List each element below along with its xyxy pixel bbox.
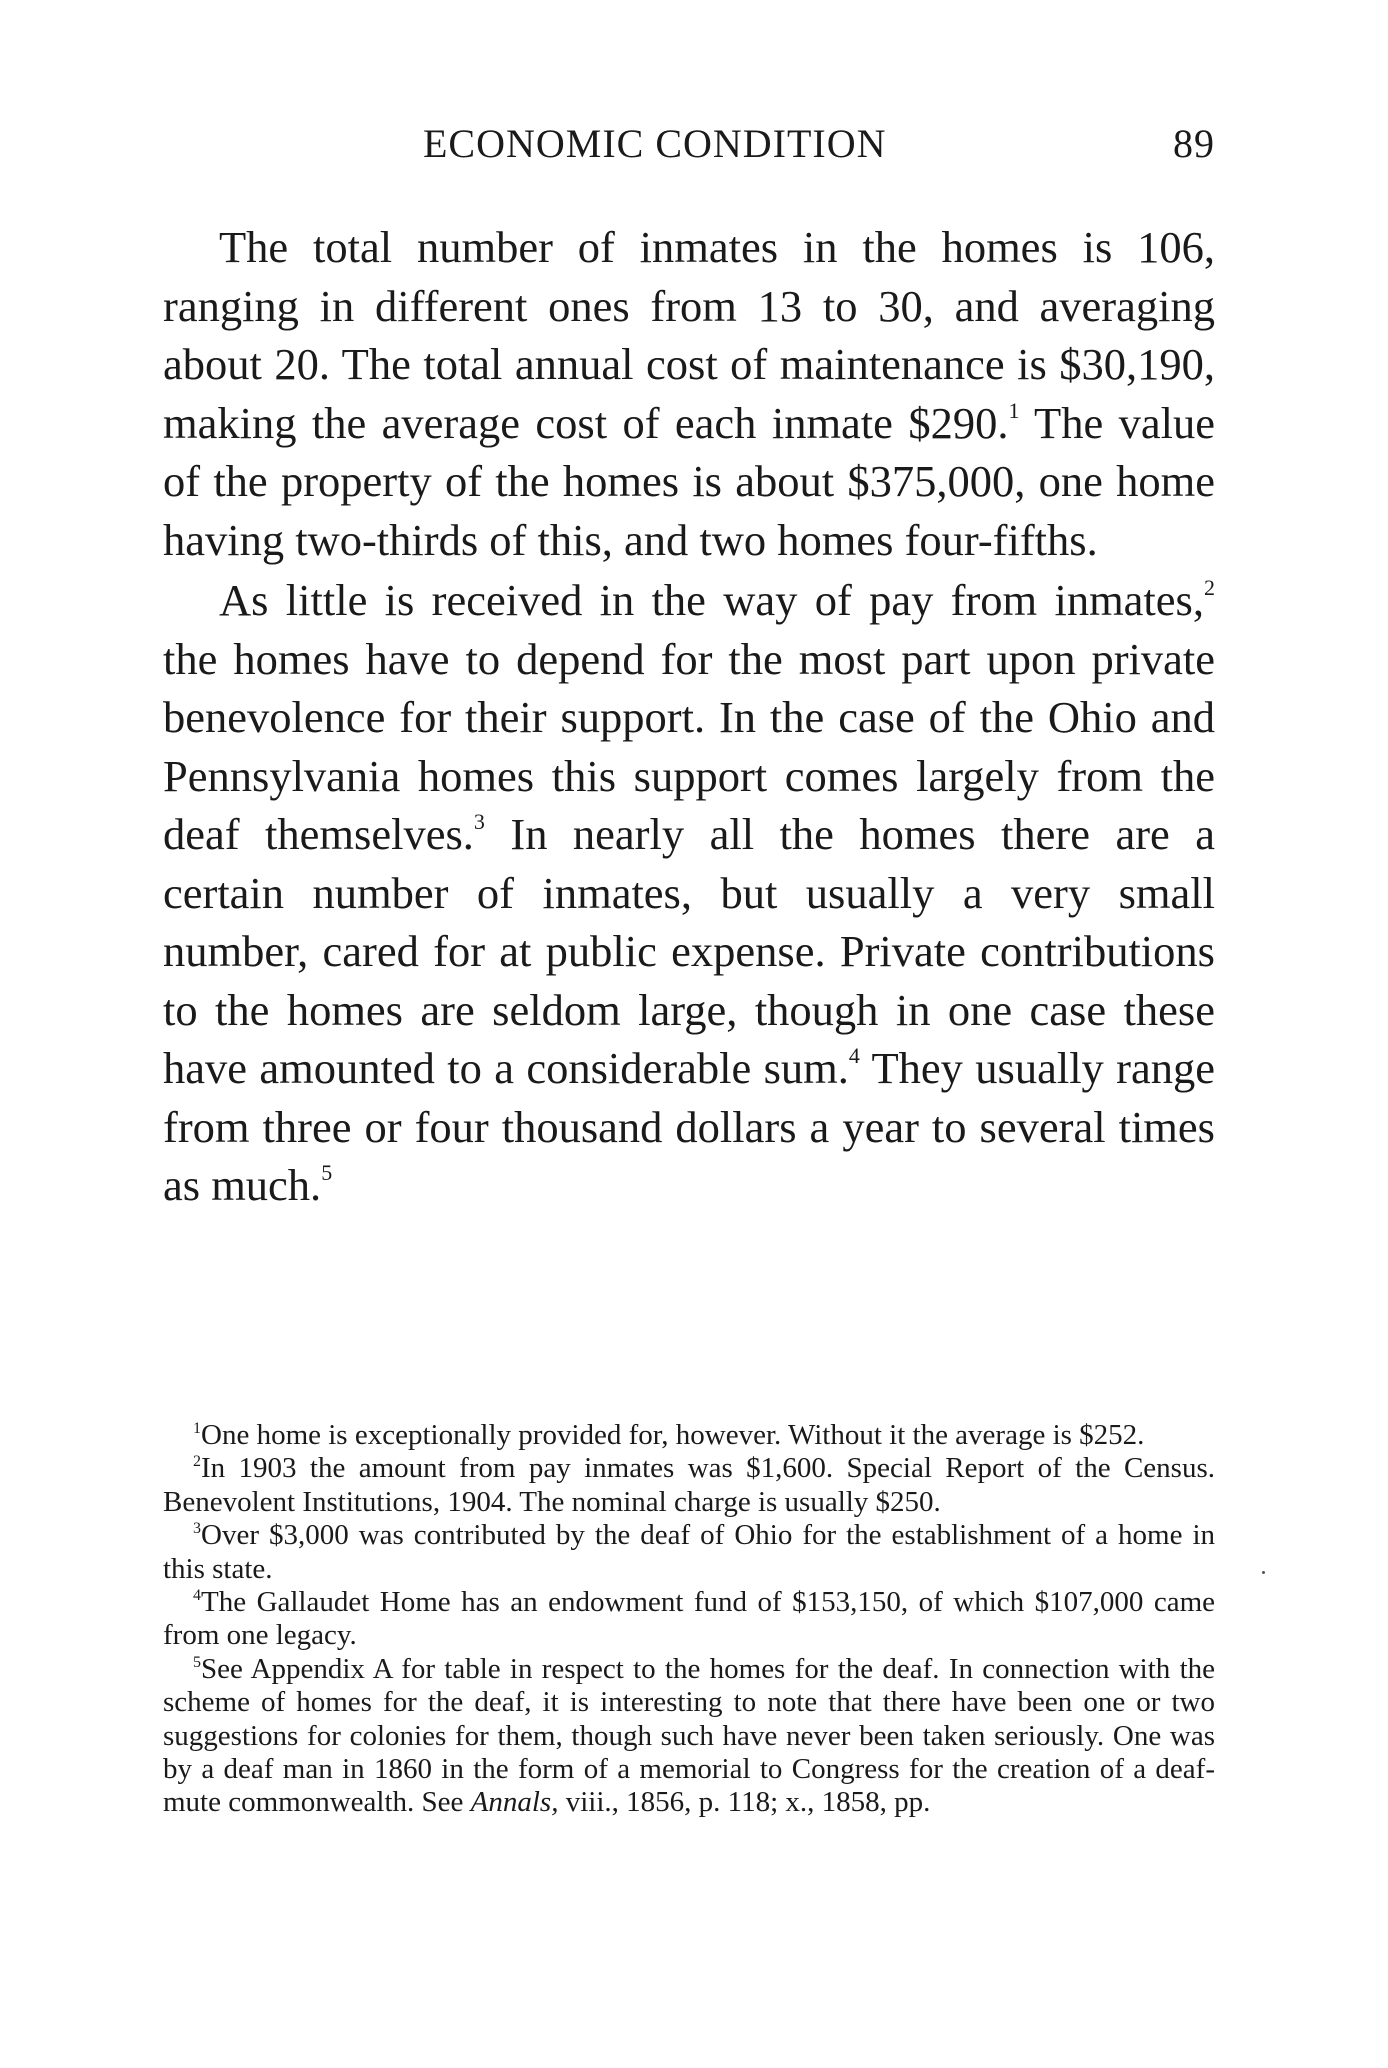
journal-title: Annals, [470, 1786, 559, 1819]
running-title: ECONOMIC CONDITION [423, 121, 887, 166]
footnote-1-text: One home is exceptionally provided for, however. Without it the average is $252. [201, 1419, 1145, 1451]
footnote-marker-3: 3 [193, 1520, 201, 1538]
page-number: 89 [1173, 121, 1215, 166]
body-text [163, 218, 1215, 1217]
footnote-marker-1: 1 [193, 1420, 201, 1437]
footnote-5-text-after: viii., 1856, p. 118; x., 1858, pp. [558, 1786, 931, 1819]
paragraph-2-segment-4: They usually range from three or four thousand dollars a year to several times as much. [163, 1043, 1216, 1210]
paragraph-2-segment-1: As little is received in the way of pay from inmates, [219, 575, 1204, 625]
paragraph-2 [163, 571, 1215, 1215]
footnote-2 [163, 1452, 1215, 1519]
footnote-1 [163, 1419, 1215, 1452]
footnote-5 [163, 1653, 1215, 1820]
footnote-5-text-before: See Appendix A for table in respect to the homes for the deaf. In connection with the scheme of homes for the deaf, it is interesting to note that there have been one or two suggestions for colonies for them, though such have never been taken seriously. One was by a deaf man in 1860 in the form of a memorial to Congress for the creation of a deaf-mute commonwealth. See [163, 1652, 1215, 1819]
paragraph-1-segment-2: The value of the property of the homes is about $375,000, one home having two-thirds of this, and two homes four-fifths. [163, 397, 1216, 565]
footnote-marker-2: 2 [193, 1453, 201, 1471]
footnote-ref-4: 4 [848, 1043, 860, 1068]
running-head [163, 120, 1215, 180]
paragraph-1 [163, 218, 1215, 569]
footnote-4-text: The Gallaudet Home has an endowment fund of $153,150, of which $107,000 came from one legacy. [163, 1586, 1215, 1652]
paragraph-2-segment-3: In nearly all the homes there are a certain number of inmates, but usually a very small number, cared for at public expense. Private contributions to the homes are seldom large, though in one case these have amounted to a considerable sum. [163, 809, 1215, 1093]
footnote-3 [163, 1519, 1215, 1586]
footnote-marker-4: 4 [193, 1587, 201, 1605]
footnote-marker-5: 5 [193, 1653, 201, 1671]
footnote-4 [163, 1586, 1215, 1653]
footnote-3-text: Over $3,000 was contributed by the deaf of Ohio for the establishment of a home in this state. [163, 1519, 1215, 1585]
footnotes [163, 1419, 1215, 1820]
footnote-ref-5: 5 [321, 1160, 333, 1185]
paper-speck [1262, 1571, 1265, 1574]
footnote-ref-3: 3 [473, 809, 485, 834]
paragraph-2-segment-2: the homes have to depend for the most part upon private benevolence for their support. In the case of the Ohio and Pennsylvania homes this support comes largely from the deaf themselves. [163, 633, 1215, 859]
footnote-ref-1: 1 [1008, 397, 1020, 423]
footnote-ref-2: 2 [1204, 575, 1215, 600]
paragraph-1-segment-1: The total number of inmates in the homes is 106, ranging in different ones from 13 to 30, and averaging about 20. The total annual cost of maintenance is $30,190, making the average cost of each inmate $290. [163, 222, 1215, 448]
footnote-2-text: In 1903 the amount from pay inmates was $1,600. Special Report of the Census. Benevolent Institutions, 1904. The nominal charge is usually $250. [163, 1452, 1215, 1518]
